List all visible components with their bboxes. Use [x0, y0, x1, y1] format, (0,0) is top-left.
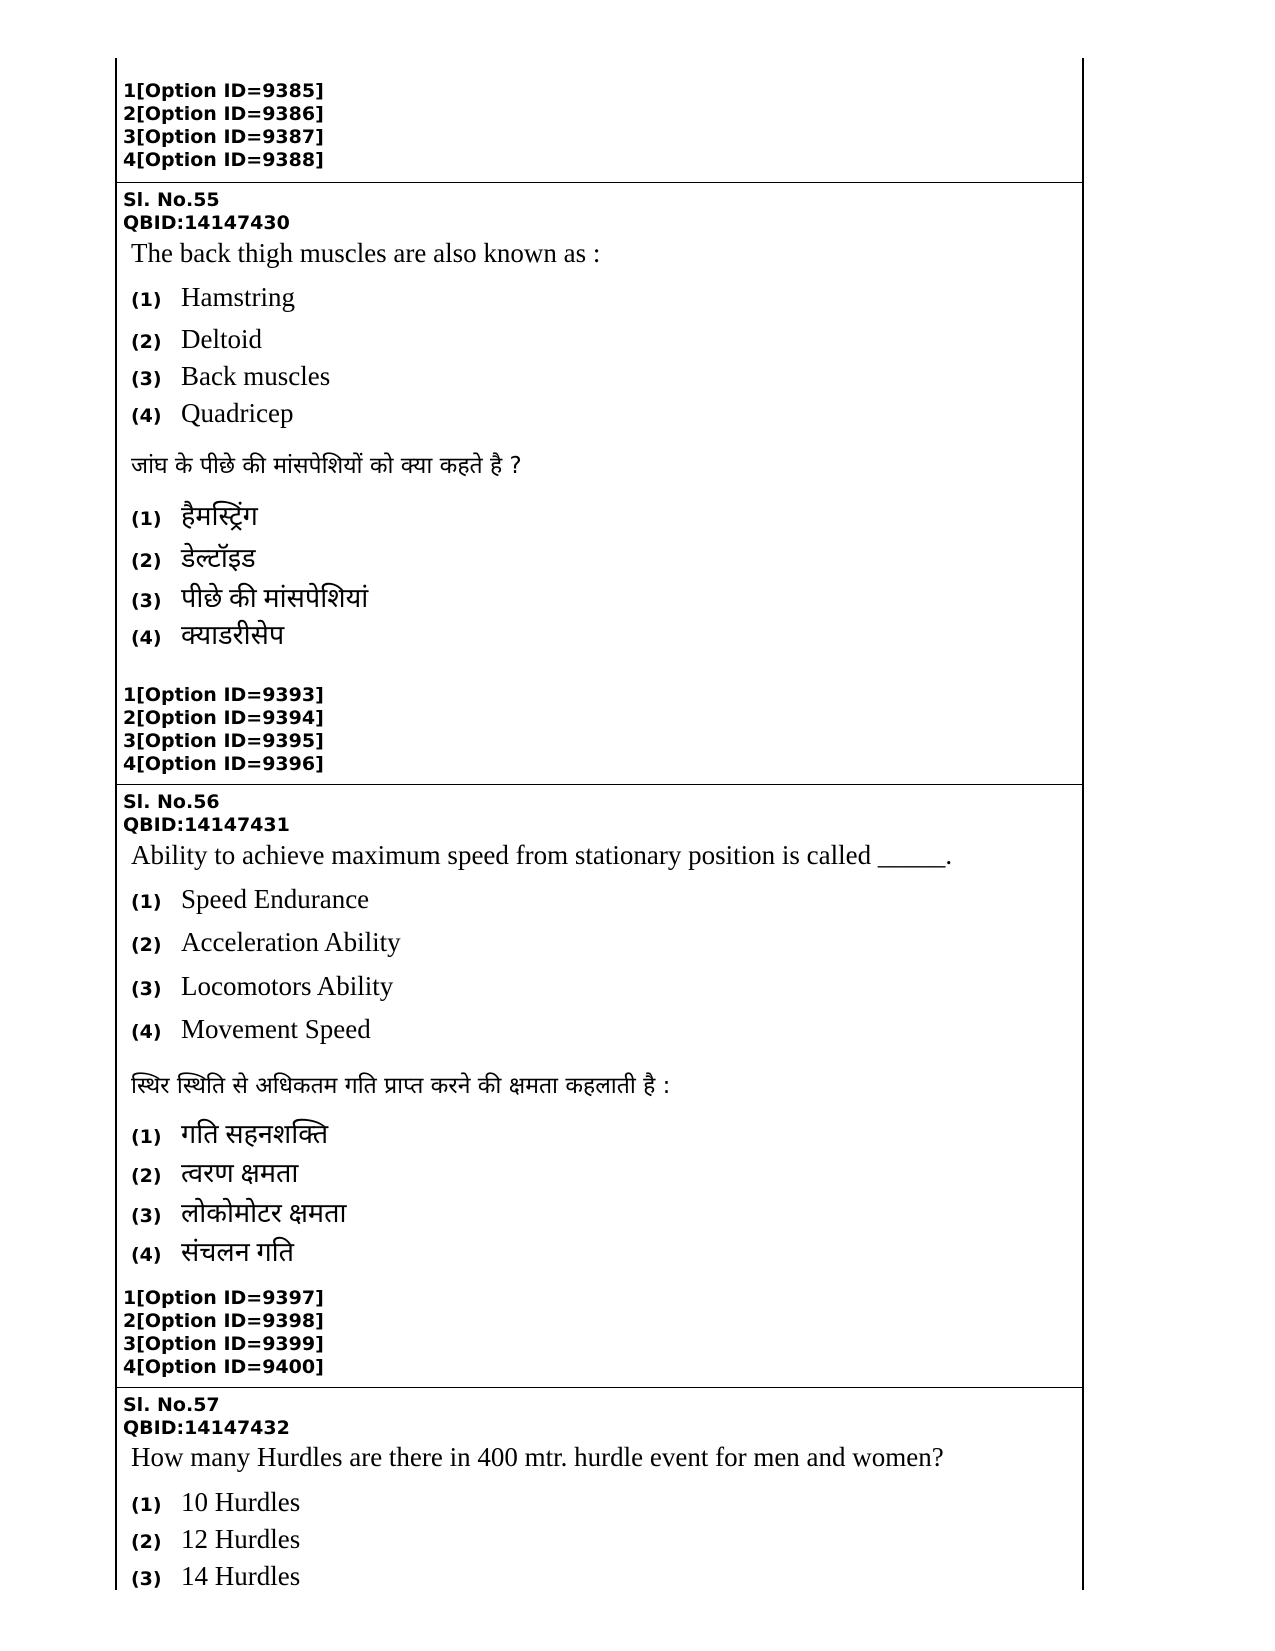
option-id: 1[Option ID=9397]	[123, 1287, 324, 1309]
option-number: (2)	[131, 550, 162, 572]
option-text: पीछे की मांसपेशियां	[181, 583, 369, 613]
option-en-2	[131, 324, 262, 355]
question-header-56	[123, 791, 290, 837]
option-text: Acceleration Ability	[181, 927, 401, 957]
option-en-1	[131, 1487, 300, 1518]
option-number: (1)	[131, 891, 162, 913]
question-text-en: Ability to achieve maximum speed from stationary position is called _____.	[131, 840, 953, 870]
option-number: (1)	[131, 1126, 162, 1148]
option-text: Movement Speed	[181, 1014, 371, 1044]
option-hi-2	[131, 1153, 298, 1190]
option-number: (2)	[131, 331, 162, 353]
option-hi-2	[131, 538, 256, 575]
qbid: QBID:14147431	[123, 814, 290, 836]
option-number: (3)	[131, 1568, 162, 1590]
option-number: (4)	[131, 405, 162, 427]
option-text: 14 Hurdles	[181, 1561, 301, 1591]
question-header-55	[123, 189, 290, 235]
option-number: (2)	[131, 1165, 162, 1187]
option-hi-1	[131, 1114, 328, 1151]
option-number: (2)	[131, 934, 162, 956]
option-id: 2[Option ID=9386]	[123, 103, 324, 125]
option-text: गति सहनशक्ति	[181, 1119, 329, 1149]
option-text: त्वरण क्षमता	[181, 1158, 299, 1188]
row-divider	[115, 1387, 1084, 1388]
option-id: 3[Option ID=9395]	[123, 730, 324, 752]
option-en-1	[131, 282, 295, 313]
option-en-3	[131, 1561, 300, 1592]
option-hi-1	[131, 496, 258, 533]
option-en-2	[131, 1524, 300, 1555]
option-text: क्याडरीसेप	[181, 620, 285, 650]
row-divider	[115, 784, 1084, 785]
option-text: Back muscles	[181, 361, 331, 391]
sl-no: Sl. No.57	[123, 1394, 220, 1416]
option-number: (3)	[131, 1205, 162, 1227]
option-id: 1[Option ID=9385]	[123, 80, 324, 102]
row-divider	[115, 182, 1084, 183]
option-en-4	[131, 398, 293, 429]
option-number: (4)	[131, 627, 162, 649]
question-header-57	[123, 1394, 290, 1440]
option-en-1	[131, 884, 369, 915]
option-id: 4[Option ID=9400]	[123, 1356, 324, 1378]
option-hi-4	[131, 1232, 294, 1269]
sl-no: Sl. No.56	[123, 791, 220, 813]
option-text: संचलन गति	[181, 1237, 295, 1267]
sl-no: Sl. No.55	[123, 189, 220, 211]
question-text-hi: स्थिर स्थिति से अधिकतम गति प्राप्त करने की क्षमता कहलाती है :	[131, 1073, 671, 1099]
option-number: (3)	[131, 590, 162, 612]
option-text: 10 Hurdles	[181, 1487, 301, 1517]
option-id: 3[Option ID=9399]	[123, 1333, 324, 1355]
option-number: (3)	[131, 978, 162, 1000]
option-id: 4[Option ID=9396]	[123, 753, 324, 775]
option-id: 3[Option ID=9387]	[123, 126, 324, 148]
option-en-3	[131, 361, 330, 392]
option-ids-56	[123, 1287, 324, 1379]
option-text: डेल्टॉइड	[181, 543, 256, 573]
option-text: Quadricep	[181, 398, 294, 428]
option-en-3	[131, 971, 393, 1002]
option-en-4	[131, 1014, 371, 1045]
option-number: (1)	[131, 1494, 162, 1516]
option-text: Locomotors Ability	[181, 971, 394, 1001]
option-id: 2[Option ID=9394]	[123, 707, 324, 729]
option-text: लोकोमोटर क्षमता	[181, 1198, 347, 1228]
qbid: QBID:14147432	[123, 1417, 290, 1439]
option-number: (4)	[131, 1244, 162, 1266]
option-text: 12 Hurdles	[181, 1524, 301, 1554]
option-text: Deltoid	[181, 324, 262, 354]
option-hi-3	[131, 578, 368, 615]
option-id: 1[Option ID=9393]	[123, 684, 324, 706]
option-ids-55	[123, 684, 324, 776]
option-id: 4[Option ID=9388]	[123, 149, 324, 171]
option-text: Speed Endurance	[181, 884, 370, 914]
top-option-ids	[123, 80, 324, 172]
option-id: 2[Option ID=9398]	[123, 1310, 324, 1332]
option-text: Hamstring	[181, 282, 295, 312]
option-en-2	[131, 927, 401, 958]
option-text: हैमस्ट्रिंग	[181, 501, 258, 531]
question-text-hi: जांघ के पीछे की मांसपेशियों को क्या कहते है ?	[131, 453, 522, 479]
question-text-en: The back thigh muscles are also known as :	[131, 238, 601, 268]
option-number: (1)	[131, 289, 162, 311]
option-number: (3)	[131, 368, 162, 390]
option-number: (2)	[131, 1531, 162, 1553]
option-hi-4	[131, 615, 284, 652]
option-number: (4)	[131, 1021, 162, 1043]
qbid: QBID:14147430	[123, 212, 290, 234]
option-hi-3	[131, 1193, 346, 1230]
option-number: (1)	[131, 508, 162, 530]
question-text-en: How many Hurdles are there in 400 mtr. hurdle event for men and women?	[131, 1442, 944, 1472]
